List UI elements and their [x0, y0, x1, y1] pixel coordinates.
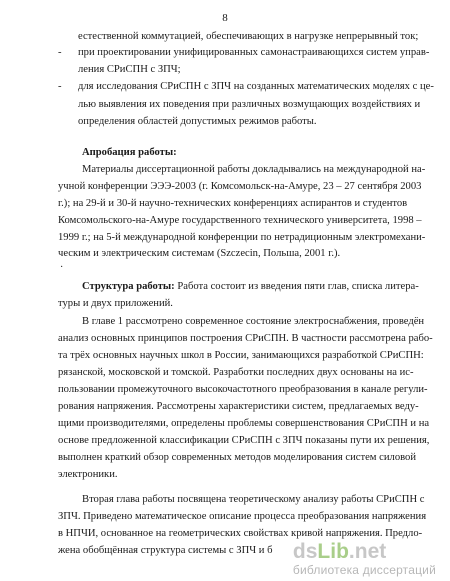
text-line-12: 1999 г.; на 5-й международной конференции по нетрадиционным электромехани-	[58, 232, 426, 243]
text-line-28: ЗПЧ. Приведено математическое описание процесса преобразования напряжения	[58, 511, 427, 522]
text-line-23: щими производителями, определены проблемы совершенствования СРиСПН и на	[58, 418, 430, 429]
text-line-22: рования напряжения. Рассмотрены характеристики систем, предлагаемых веду-	[58, 401, 419, 412]
text-line-11: Комсомольского-на-Амуре государственного технического университета, 1998 –	[58, 215, 422, 226]
text-line-25: выполнен краткий обзор современных методов моделирования систем силовой	[58, 452, 417, 463]
text-line-20: рязанской, московской и томской. Разработки последних двух основаны на ис-	[58, 367, 414, 378]
text-line-9: учной конференции ЭЭЭ-2003 (г. Комсомольск-на-Амуре, 23 – 27 сентября 2003	[58, 181, 422, 192]
text-line-4: для исследования СРиСПН с ЗПЧ на созданных математических моделях с це-	[78, 81, 434, 92]
text-line-29: в НПЧИ, основанное на геометрических свойствах кривой напряжения. Предло-	[58, 528, 423, 539]
text-line-21: пользовании промежуточного высокочастотного преобразования в канале регули-	[58, 384, 428, 395]
section-heading-approbation: Апробация работы:	[82, 147, 177, 158]
text-line-2: при проектировании унифицированных самонастраивающихся систем управ-	[78, 47, 430, 58]
text-line-17: В главе 1 рассмотрено современное состояние электроснабжения, проведён	[82, 316, 425, 327]
watermark-logo	[293, 541, 436, 577]
text-line-13: ческим и электрическим системам (Szczecin, Польша, 2001 г.).	[58, 248, 341, 259]
structure-line	[82, 281, 419, 293]
watermark-part1: ds	[292, 540, 318, 563]
text-line-10: г.); на 29-й и 30-й научно-технических конференциях аспирантов и студентов	[58, 198, 408, 209]
text-line-19: та трёх основных научных школ в России, занимающихся разработкой СРиСПН:	[58, 350, 424, 361]
text-line-16: туры и двух приложений.	[58, 298, 173, 309]
watermark-part3: .net	[348, 540, 387, 563]
text-line-6: определения областей допустимых режимов работы.	[78, 116, 317, 127]
text-line-24: основе предложенной классификации СРиСПН с ЗПЧ показаны пути их решения,	[58, 435, 430, 446]
stray-mark: ·	[60, 262, 64, 273]
text-line-3: ления СРиСПН с ЗПЧ;	[78, 64, 181, 75]
text-line-8: Материалы диссертационной работы докладывались на международной на-	[82, 164, 426, 175]
page-number: 8	[222, 12, 228, 24]
section-heading-structure: Структура работы:	[82, 281, 175, 292]
text-line-1: естественной коммутацией, обеспечивающих в нагрузке непрерывный ток;	[78, 31, 419, 42]
text-line-30: жена обобщённая структура системы с ЗПЧ и б	[58, 545, 273, 556]
bullet-dash: -	[58, 81, 62, 92]
structure-text: Работа состоит из введения пяти глав, списка литера-	[174, 281, 419, 292]
watermark-part2: Lib	[317, 540, 349, 563]
text-line-5: лью выявления их поведения при различных возмущающих воздействиях и	[78, 99, 421, 110]
watermark-subtitle: библиотека диссертаций	[292, 563, 436, 577]
text-line-18: анализ основных принципов построения СРиСПН. В частности рассмотрена рабо-	[58, 333, 433, 344]
bullet-dash: -	[58, 47, 62, 58]
text-line-26: электроники.	[58, 469, 118, 480]
text-line-27: Вторая глава работы посвящена теоретическому анализу работы СРиСПН с	[82, 494, 425, 505]
